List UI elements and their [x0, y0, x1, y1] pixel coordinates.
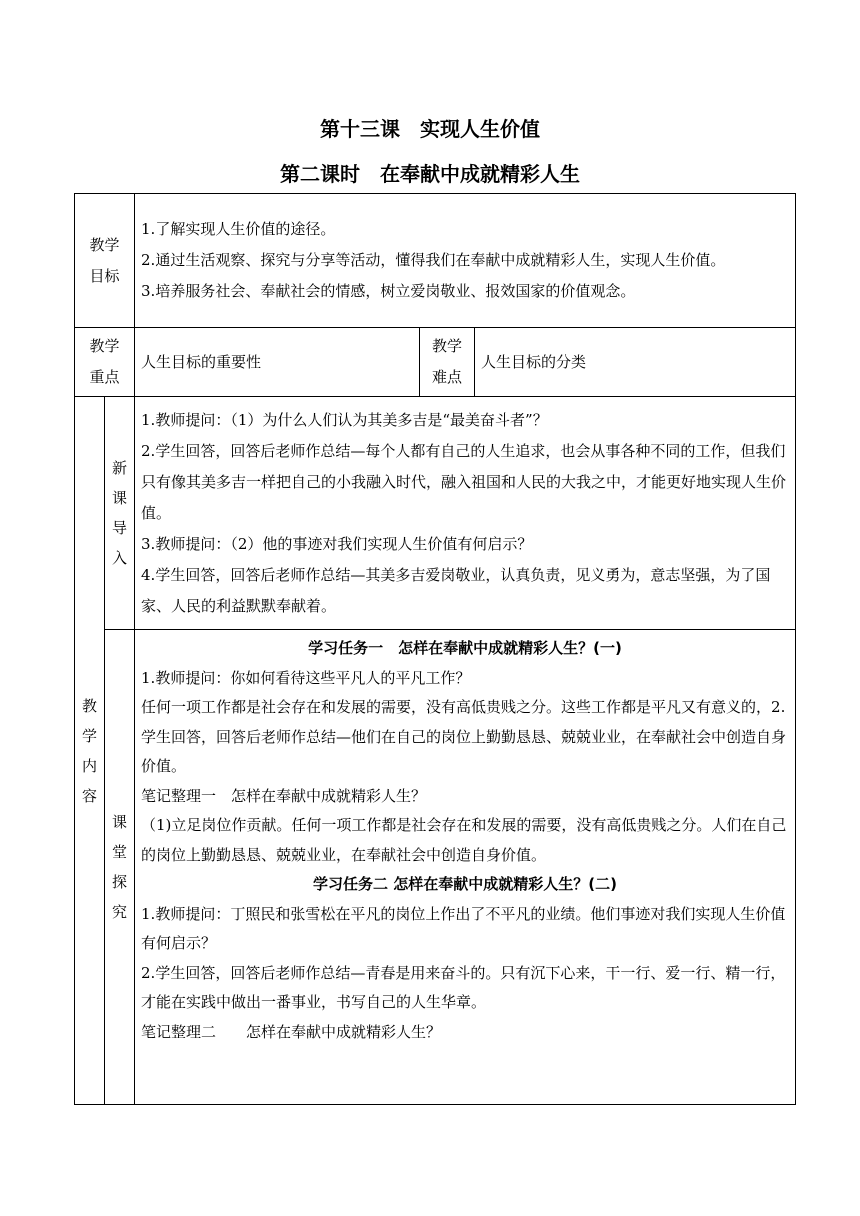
- objective-item: 3.培养服务社会、奉献社会的情感，树立爱岗敬业、报效国家的价值观念。: [141, 282, 636, 300]
- task2-line: 1.教师提问：丁照民和张雪松在平凡的岗位上作出了不平凡的业绩。他们事迹对我们实现人生价值有何启示？: [141, 904, 786, 952]
- key-points-row: [75, 328, 796, 397]
- note1-body: （1)立足岗位作贡献。任何一项工作都是社会存在和发展的需要，没有高低贵贱之分。人们在自己的岗位上勤勤恳恳、兢兢业业，在奉献社会中创造自身价值。: [141, 816, 787, 864]
- task2-line: 2.学生回答，回答后老师作总结—青春是用来奋斗的。只有沉下心来，干一行、爱一行、精一行，才能在实践中做出一番事业，书写自己的人生华章。: [141, 963, 786, 1011]
- objectives-content: [135, 194, 796, 328]
- task1-title: 学习任务一 怎样在奉献中成就精彩人生？(一): [308, 639, 622, 657]
- intro-line: 1.教师提问：（1）为什么人们认为其美多吉是“最美奋斗者”？: [141, 410, 548, 429]
- lesson-plan-table: [74, 193, 796, 1105]
- note2-heading: 笔记整理二 怎样在奉献中成就精彩人生？: [141, 1022, 442, 1041]
- explore-label: 课 堂 探 究: [105, 630, 135, 1105]
- intro-line: 4.学生回答，回答后老师作总结—其美多吉爱岗敬业，认真负责，见义勇为，意志坚强，为了国家、人民的利益默默奉献着。: [141, 565, 771, 615]
- intro-line: 3.教师提问：（2）他的事迹对我们实现人生价值有何启示？: [141, 534, 533, 553]
- page-title: 第十三课 实现人生价值: [320, 117, 540, 141]
- intro-row: [75, 397, 796, 630]
- task1-line: 1.教师提问：你如何看待这些平凡人的平凡工作？: [141, 668, 471, 687]
- objectives-row: [75, 194, 796, 328]
- content-label: 教 学 内 容: [75, 397, 105, 1105]
- objective-item: 1.了解实现人生价值的途径。: [141, 220, 336, 238]
- objective-item: 2.通过生活观察、探究与分享等活动，懂得我们在奉献中成就精彩人生，实现人生价值。: [141, 251, 726, 269]
- intro-content: [135, 397, 796, 630]
- intro-label: 新 课 导 入: [105, 397, 135, 630]
- intro-line: 2.学生回答，回答后老师作总结—每个人都有自己的人生追求，也会从事各种不同的工作，但我们只有像其美多吉一样把自己的小我融入时代，融入祖国和人民的大我之中，才能更好地实现人生价值。: [141, 441, 787, 522]
- key-points-label: 教学 重点: [75, 328, 135, 397]
- explore-content: [135, 630, 796, 1105]
- task1-line: 任何一项工作都是社会存在和发展的需要，没有高低贵贱之分。这些工作都是平凡又有意义的，2.学生回答，回答后老师作总结—他们在自己的岗位上勤勤恳恳、兢兢业业，在奉献社会中创造自身价值。: [141, 698, 787, 775]
- objectives-label: 教学 目标: [75, 194, 135, 328]
- explore-row: [75, 630, 796, 1105]
- key-points-value: 人生目标的重要性: [135, 328, 420, 397]
- difficult-points-value: 人生目标的分类: [475, 328, 796, 397]
- difficult-points-label: 教学 难点: [420, 328, 475, 397]
- page-subtitle: 第二课时 在奉献中成就精彩人生: [280, 162, 580, 186]
- note1-heading: 笔记整理一 怎样在奉献中成就精彩人生？: [141, 786, 427, 805]
- task2-title: 学习任务二 怎样在奉献中成就精彩人生？(二): [313, 875, 617, 893]
